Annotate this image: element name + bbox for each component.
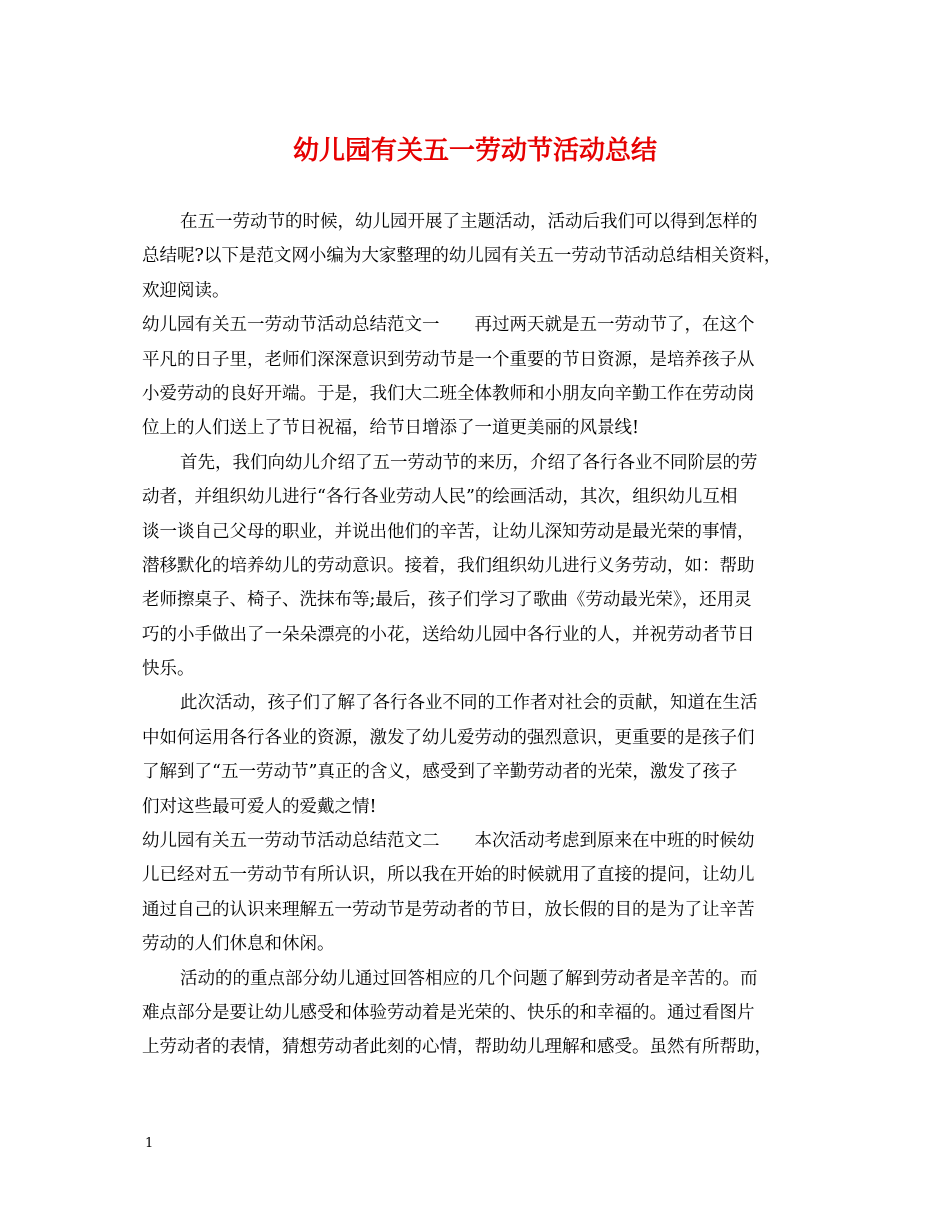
body-text-line: 潜移默化的培养幼儿的劳动意识。接着，我们组织幼儿进行义务劳动，如：帮助 [142,555,755,576]
body-text-line: 在五一劳动节的时候，幼儿园开展了主题活动，活动后我们可以得到怎样的 [180,212,758,232]
body-text-line: 谈一谈自己父母的职业，并说出他们的辛苦，让幼儿深知劳动是最光荣的事情， [142,521,755,542]
body-text-line: 小爱劳动的良好开端。于是，我们大二班全体教师和小朋友向辛勤工作在劳动岗 [142,383,755,404]
body-text-line: 总结呢?以下是范文网小编为大家整理的幼儿园有关五一劳动节活动总结相关资料， [142,246,782,267]
body-text-line: 动者，并组织幼儿进行“各行各业劳动人民”的绘画活动，其次，组织幼儿互相 [142,487,738,508]
body-text-line: 幼儿园有关五一劳动节活动总结范文一 再过两天就是五一劳动节了，在这个 [142,315,755,336]
body-text-line: 平凡的日子里，老师们深深意识到劳动节是一个重要的节日资源，是培养孩子从 [142,349,755,370]
body-text-line: 们对这些最可爱人的爱戴之情! [142,796,377,817]
body-text-line: 活动的的重点部分幼儿通过回答相应的几个问题了解到劳动者是辛苦的。而 [180,968,758,989]
body-text-line: 老师擦桌子、椅子、洗抹布等;最后，孩子们学习了歌曲《劳动最光荣》，还用灵 [142,590,752,611]
body-text-line: 上劳动者的表情，猜想劳动者此刻的心情，帮助幼儿理解和感受。虽然有所帮助， [142,1037,772,1058]
body-text-line: 快乐。 [142,659,195,680]
document-title: 幼儿园有关五一劳动节活动总结 [292,136,657,166]
body-text-line: 位上的人们送上了节日祝福，给节日增添了一道更美丽的风景线! [142,418,640,439]
body-text-line: 了解到了“五一劳动节”真正的含义，感受到了辛勤劳动者的光荣，激发了孩子 [142,762,738,783]
body-text-line: 难点部分是要让幼儿感受和体验劳动着是光荣的、快乐的和幸福的。通过看图片 [142,1002,755,1023]
body-text-line: 儿已经对五一劳动节有所认识，所以我在开始的时候就用了直接的提问，让幼儿 [142,865,755,886]
body-text-line: 此次活动，孩子们了解了各行各业不同的工作者对社会的贡献，知道在生活 [180,693,758,714]
body-text-line: 通过自己的认识来理解五一劳动节是劳动者的节日，放长假的目的是为了让辛苦 [142,899,755,920]
body-text-line: 首先，我们向幼儿介绍了五一劳动节的来历，介绍了各行各业不同阶层的劳 [180,452,758,473]
body-text-line: 劳动的人们休息和休闲。 [142,934,335,955]
body-text-line: 幼儿园有关五一劳动节活动总结范文二 本次活动考虑到原来在中班的时候幼 [142,831,755,852]
body-text-line: 欢迎阅读。 [142,280,230,301]
page-number: 1 [145,1136,154,1151]
document-body [142,205,814,1065]
body-text-line: 中如何运用各行各业的资源，激发了幼儿爱劳动的强烈意识，更重要的是孩子们 [142,727,755,748]
body-text-line: 巧的小手做出了一朵朵漂亮的小花，送给幼儿园中各行业的人，并祝劳动者节日 [142,624,755,645]
